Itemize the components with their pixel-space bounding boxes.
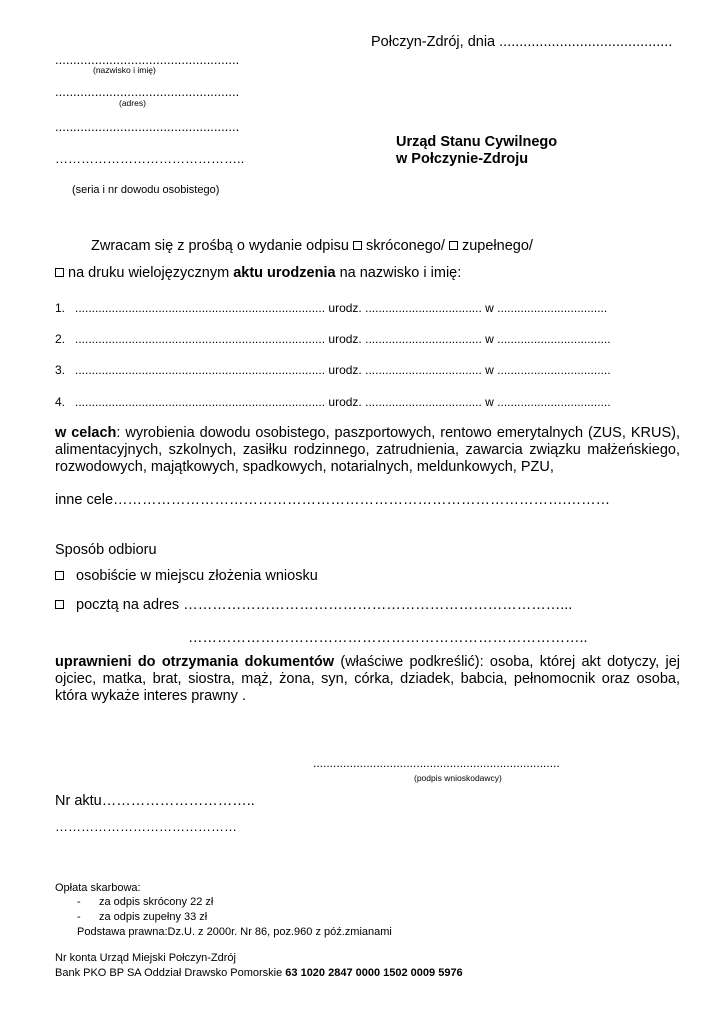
office-city: w Połczynie-Zdroju — [396, 151, 529, 167]
act-type: aktu urodzenia — [233, 265, 336, 281]
born-date-field[interactable]: ................................... — [365, 395, 482, 409]
other-purpose-line[interactable]: inne cele………………………………………………………………………………….……… — [55, 492, 611, 508]
bank-account-number: 63 1020 2847 0000 1502 0009 5976 — [285, 967, 463, 979]
by-mail-label[interactable]: pocztą na adres ……………………………………………………………………... — [76, 597, 573, 613]
person-number: 4. — [55, 395, 66, 409]
in-label: w — [485, 363, 494, 377]
name-caption: (nazwisko i imię) — [93, 65, 156, 75]
checkbox-short-copy[interactable] — [353, 241, 362, 250]
mail-address-line[interactable]: ……………………………………………………………………….. — [188, 630, 588, 646]
checkbox-multilingual[interactable] — [55, 268, 64, 277]
office-name: Urząd Stanu Cywilnego — [396, 134, 558, 150]
entitled-text: (właściwe podkreślić): osoba, której akt dotyczy, jej ojciec, matka, brat, siostra, mąż, żona, syn, córka, dziadek, babcia, pełnomocnik oraz osoba, która wykaże interes prawny . — [55, 654, 680, 704]
checkbox-full-copy[interactable] — [449, 241, 458, 250]
request-line — [91, 238, 533, 254]
act-number-line-2[interactable]: …………………………………… — [55, 819, 237, 834]
born-place-field[interactable]: .................................. — [497, 363, 611, 377]
person-name-field[interactable]: ........................................................................... — [75, 332, 326, 346]
born-place-field[interactable]: .................................. — [497, 395, 611, 409]
fee-title: Opłata skarbowa: — [55, 882, 141, 894]
entitled-label: uprawnieni do otrzymania dokumentów — [55, 654, 335, 670]
pickup-label: Sposób odbioru — [55, 542, 157, 558]
bank-account-owner: Nr konta Urząd Miejski Połczyn-Zdrój — [55, 952, 236, 964]
purpose-text: : wyrobienia dowodu osobistego, paszportowych, rentowo emerytalnych (ZUS, KRUS), alimentacyjnych, szkolnych, zasiłku rodzinnego, zatrudnienia, zawarcia związku małżeńskiego, rozwodowych, majątkowych, spadkowych, notarialnych, meldunkowych, PZU, — [55, 425, 680, 475]
person-row — [55, 301, 607, 315]
signature-line[interactable]: .......................................................................... — [313, 756, 560, 770]
act-number-line[interactable]: Nr aktu………………………….. — [55, 793, 255, 809]
person-number: 2. — [55, 332, 66, 346]
born-place-field[interactable]: ................................. — [497, 301, 608, 315]
address-line[interactable]: ................................................... — [55, 84, 240, 99]
person-row — [55, 363, 611, 377]
person-row — [55, 332, 611, 346]
request-suffix: na nazwisko i imię: — [335, 265, 462, 281]
person-name-field[interactable]: ........................................................................... — [75, 363, 326, 377]
request-line-2 — [55, 265, 461, 281]
id-line[interactable]: …………………………………….. — [55, 151, 245, 166]
fee-text: za odpis zupełny 33 zł — [99, 911, 208, 923]
pickup-in-person-row — [55, 568, 318, 584]
in-label: w — [485, 395, 494, 409]
person-row — [55, 395, 611, 409]
place-date-line[interactable]: Połczyn-Zdrój, dnia ........................................... — [371, 34, 673, 50]
option-multilingual-label: na druku wielojęzycznym — [68, 265, 234, 281]
born-date-field[interactable]: ................................... — [365, 301, 482, 315]
checkbox-in-person[interactable] — [55, 571, 64, 580]
born-date-field[interactable]: ................................... — [365, 332, 482, 346]
person-name-field[interactable]: ........................................................................... — [75, 301, 326, 315]
bank-name: Bank PKO BP SA Oddział Drawsko Pomorskie — [55, 967, 286, 979]
born-label: urodz. — [328, 332, 362, 346]
fee-dash: - — [77, 911, 81, 923]
born-label: urodz. — [328, 395, 362, 409]
purpose-label: w celach — [55, 425, 117, 441]
checkbox-by-mail[interactable] — [55, 600, 64, 609]
fee-text: za odpis skrócony 22 zł — [99, 896, 214, 908]
born-label: urodz. — [328, 363, 362, 377]
entitled-paragraph — [55, 654, 680, 705]
born-date-field[interactable]: ................................... — [365, 363, 482, 377]
address-line-2[interactable]: ................................................... — [55, 119, 240, 134]
person-number: 3. — [55, 363, 66, 377]
in-person-label: osobiście w miejscu złożenia wniosku — [76, 568, 318, 584]
option-full-label: zupełnego/ — [461, 238, 533, 254]
fee-item — [77, 911, 207, 923]
fee-dash: - — [77, 896, 81, 908]
purpose-paragraph — [55, 425, 680, 476]
request-intro: Zwracam się z prośbą o wydanie odpisu — [91, 238, 353, 254]
address-caption: (adres) — [119, 98, 146, 108]
bank-line — [55, 967, 463, 979]
born-place-field[interactable]: .................................. — [497, 332, 611, 346]
name-line[interactable]: ................................................... — [55, 52, 240, 67]
option-short-label: skróconego/ — [365, 238, 449, 254]
pickup-mail-row — [55, 597, 572, 613]
born-label: urodz. — [328, 301, 362, 315]
person-number: 1. — [55, 301, 66, 315]
person-name-field[interactable]: ........................................................................... — [75, 395, 326, 409]
signature-caption: (podpis wnioskodawcy) — [414, 773, 502, 783]
id-caption: (seria i nr dowodu osobistego) — [72, 184, 220, 196]
fee-item — [77, 896, 213, 908]
in-label: w — [485, 332, 494, 346]
in-label: w — [485, 301, 494, 315]
legal-basis: Podstawa prawna:Dz.U. z 2000r. Nr 86, poz.960 z póź.zmianami — [77, 926, 392, 938]
